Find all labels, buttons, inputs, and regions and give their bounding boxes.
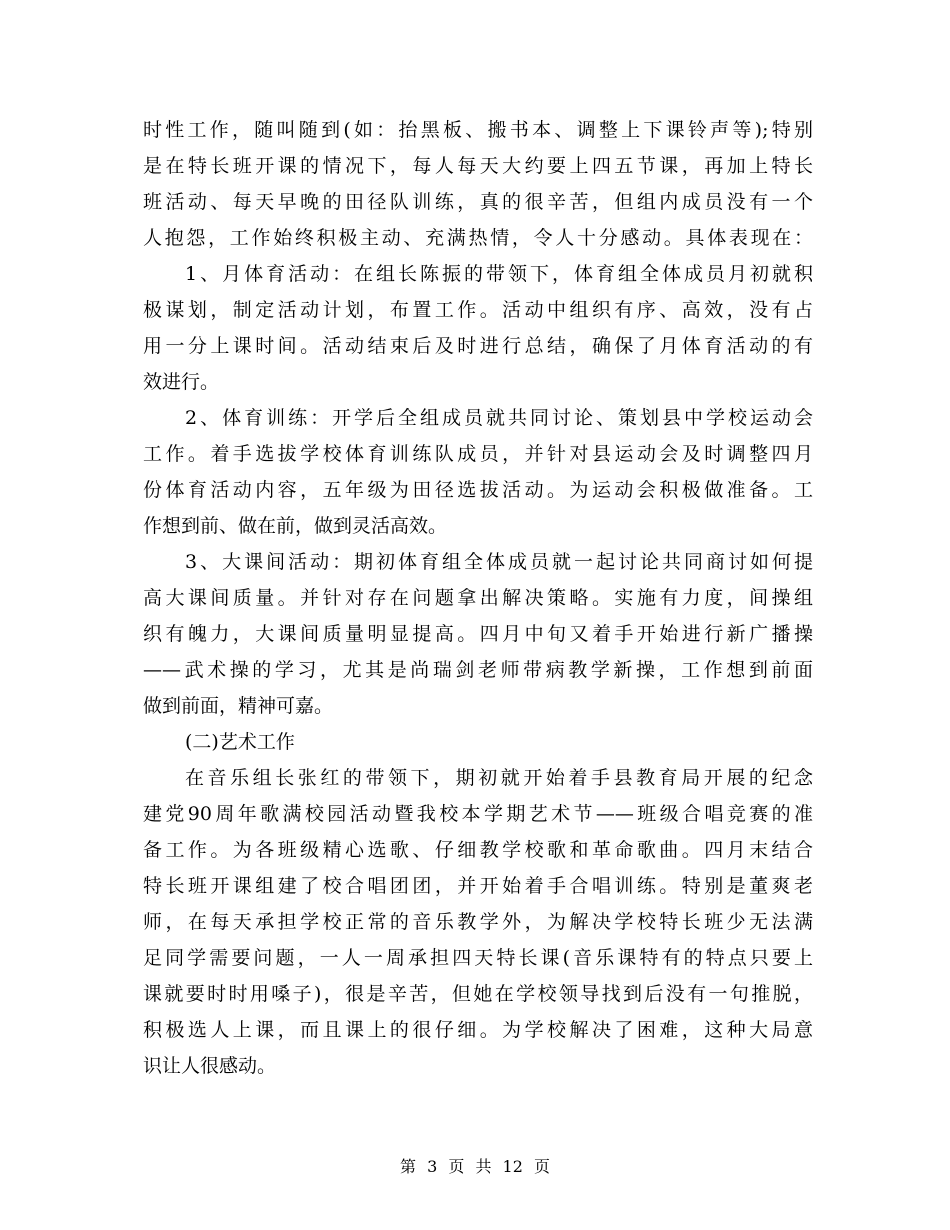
text-line: 特长班开课组建了校合唱团团，并开始着手合唱训练。特别是董爽老 — [143, 875, 813, 897]
text-line: 识让人很感动。 — [143, 1055, 277, 1077]
text-line: 积极选人上课，而且课上的很仔细。为学校解决了困难，这种大局意 — [143, 1019, 813, 1041]
text-line: 建党90周年歌满校园活动暨我校本学期艺术节——班级合唱竞赛的准 — [143, 803, 813, 825]
text-line: 效进行。 — [143, 371, 220, 393]
paragraph-first-line: 2、体育训练：开学后全组成员就共同讨论、策划县中学校运动会 — [185, 407, 813, 429]
text-line: 课就要时时用嗓子)，很是辛苦，但她在学校领导找到后没有一句推脱， — [143, 983, 813, 1005]
text-line: 是在特长班开课的情况下，每人每天大约要上四五节课，再加上特长 — [143, 155, 813, 177]
text-line: 时性工作，随叫随到(如：抬黑板、搬书本、调整上下课铃声等);特别 — [143, 119, 813, 141]
paragraph-first-line: 在音乐组长张红的带领下，期初就开始着手县教育局开展的纪念 — [185, 767, 813, 789]
text-line: 班活动、每天早晚的田径队训练，真的很辛苦，但组内成员没有一个 — [143, 191, 813, 213]
text-line: 人抱怨，工作始终积极主动、充满热情，令人十分感动。具体表现在： — [143, 227, 813, 249]
text-line: 足同学需要问题，一人一周承担四天特长课(音乐课特有的特点只要上 — [143, 947, 813, 969]
section-heading: (二)艺术工作 — [185, 731, 295, 753]
text-line: 做到前面，精神可嘉。 — [143, 695, 334, 717]
text-line: 织有魄力，大课间质量明显提高。四月中旬又着手开始进行新广播操 — [143, 623, 813, 645]
body-text — [143, 112, 813, 1084]
text-line: 备工作。为各班级精心选歌、仔细教学校歌和革命歌曲。四月末结合 — [143, 839, 813, 861]
text-line: 高大课间质量。并针对存在问题拿出解决策略。实施有力度，间操组 — [143, 587, 813, 609]
text-line: ——武术操的学习，尤其是尚瑞剑老师带病教学新操，工作想到前面 — [143, 659, 813, 681]
page-number: 第 3 页 共 12 页 — [400, 1157, 550, 1176]
text-line: 用一分上课时间。活动结束后及时进行总结，确保了月体育活动的有 — [143, 335, 813, 357]
text-line: 极谋划，制定活动计划，布置工作。活动中组织有序、高效，没有占 — [143, 299, 813, 321]
text-line: 份体育活动内容，五年级为田径选拔活动。为运动会积极做准备。工 — [143, 479, 813, 501]
text-line: 工作。着手选拔学校体育训练队成员，并针对县运动会及时调整四月 — [143, 443, 813, 465]
paragraph-first-line: 3、大课间活动：期初体育组全体成员就一起讨论共同商讨如何提 — [185, 551, 813, 573]
text-line: 师，在每天承担学校正常的音乐教学外，为解决学校特长班少无法满 — [143, 911, 813, 933]
text-line: 作想到前、做在前，做到灵活高效。 — [143, 515, 448, 537]
paragraph-first-line: 1、月体育活动：在组长陈振的带领下，体育组全体成员月初就积 — [185, 263, 813, 285]
